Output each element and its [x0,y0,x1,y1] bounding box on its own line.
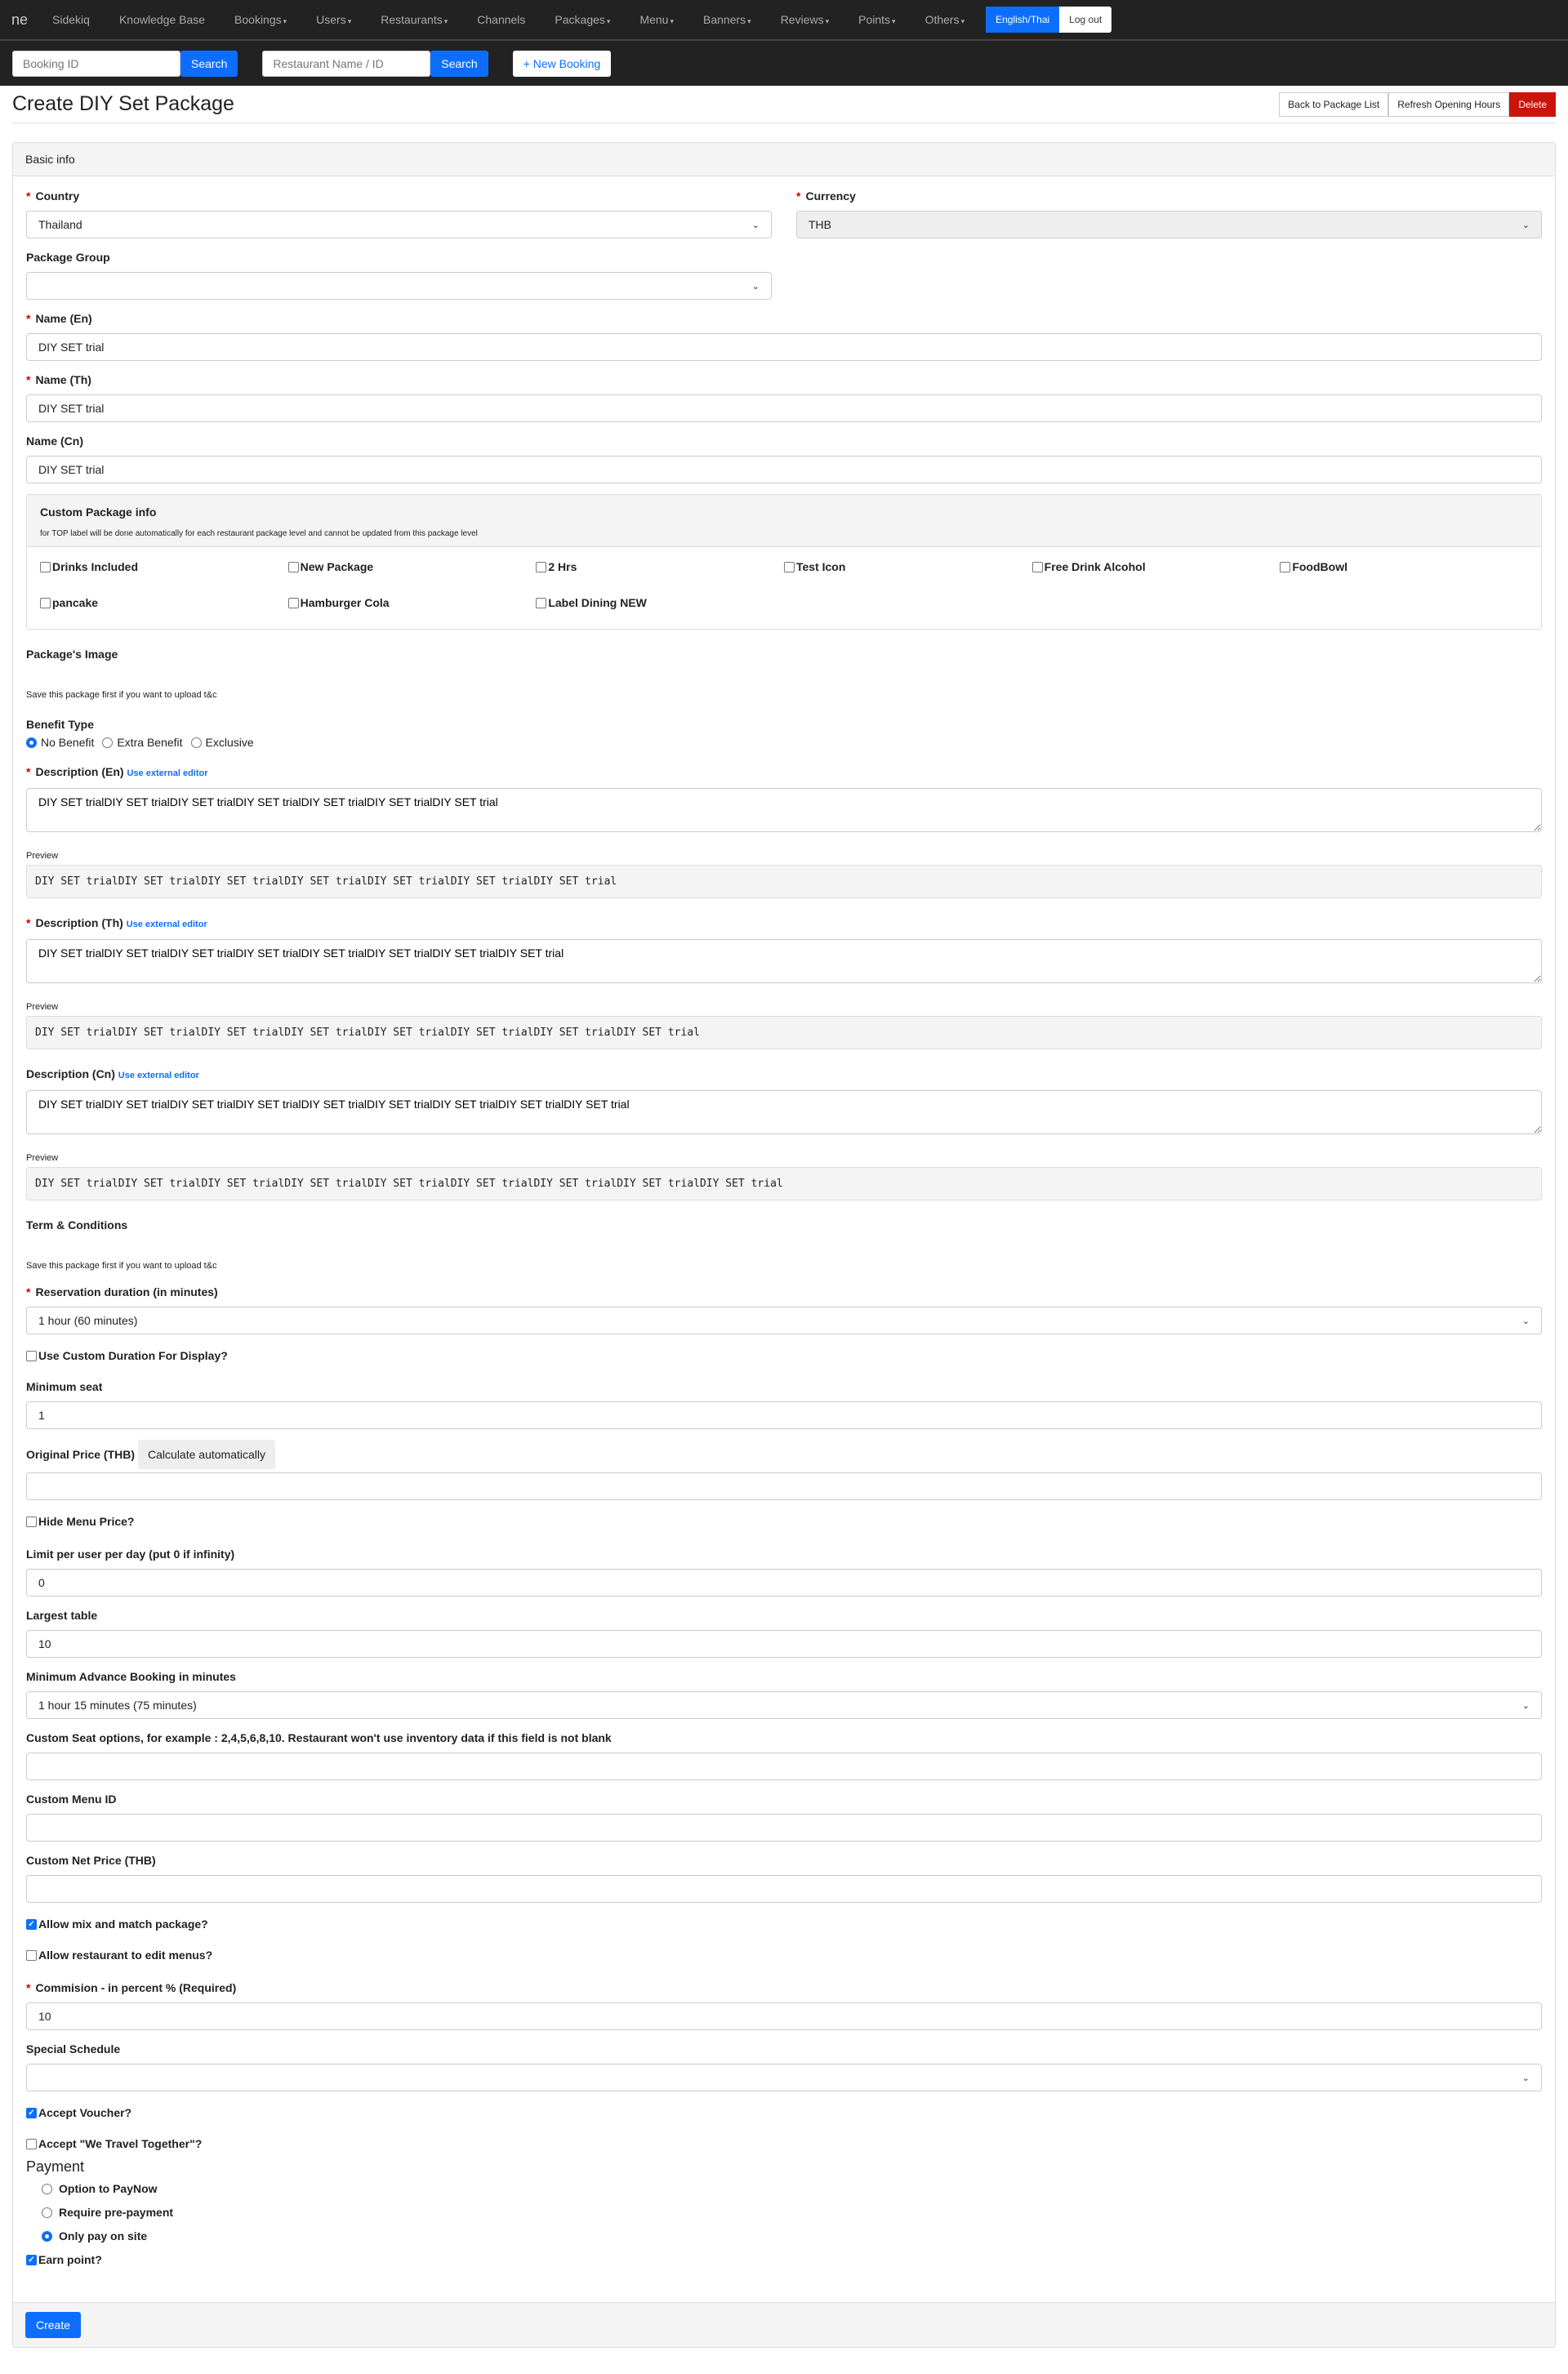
package-group-label: Package Group [26,251,110,264]
desc_en-preview: DIY SET trialDIY SET trialDIY SET trialDIY SET trialDIY SET trialDIY SET trialDIY SET trial [26,865,1542,898]
custom-seat-input[interactable] [26,1753,1542,1780]
custom-duration-checkbox[interactable]: Use Custom Duration For Display? [26,1349,1542,1362]
name-en-label: * Name (En) [26,312,92,325]
checkbox-icon [26,2139,37,2149]
special-schedule-label: Special Schedule [26,2042,121,2056]
custom-net-input[interactable] [26,1875,1542,1903]
card-title: Basic info [13,143,1555,176]
payment-title: Payment [26,2158,85,2175]
nav-item-banners[interactable]: Banners ▾ [703,13,751,26]
booking-id-input[interactable] [12,51,180,77]
chevron-down-icon: ⌄ [1521,1700,1530,1711]
min-advance-label: Minimum Advance Booking in minutes [26,1670,236,1683]
currency-label: * Currency [796,189,856,203]
original-price-label: Original Price (THB) Calculate automatically [26,1440,1542,1469]
caret-down-icon: ▾ [960,17,965,25]
special-schedule-select[interactable] [26,2064,1542,2091]
original-price-input[interactable] [26,1472,1542,1500]
name-cn-label: Name (Cn) [26,434,84,448]
reservation-label: * Reservation duration (in minutes) [26,1285,218,1298]
earn-point-checkbox[interactable]: ✓ Earn point? [26,2253,1542,2266]
caret-down-icon: ▾ [283,17,287,25]
external-editor-link[interactable]: Use external editor [126,920,207,929]
custom-option-checkbox[interactable]: FoodBowl [1280,560,1528,573]
nav-item-restaurants[interactable]: Restaurants ▾ [381,13,448,26]
desc_th-label: * Description (Th) Use external editor [26,916,207,929]
caret-down-icon: ▾ [443,17,448,25]
custom-option-checkbox[interactable]: pancake [40,596,288,609]
preview-label: Preview [26,1002,59,1012]
custom-menu-input[interactable] [26,1814,1542,1842]
new-booking-button[interactable]: + New Booking [513,51,612,77]
top-navbar [0,0,1568,41]
booking-search-button[interactable]: Search [180,51,238,77]
custom-seat-label: Custom Seat options, for example : 2,4,5,6,8,10. Restaurant won't use inventory data if this field is not blank [26,1731,612,1744]
hide-menu-price-checkbox[interactable]: Hide Menu Price? [26,1515,1542,1528]
mix-match-checkbox[interactable]: ✓ Allow mix and match package? [26,1917,1542,1931]
checkbox-icon [26,1517,37,1527]
commission-label: * Commision - in percent % (Required) [26,1981,237,1994]
caret-down-icon: ▾ [892,17,896,25]
radio-icon [42,2231,52,2242]
caret-down-icon: ▾ [670,17,674,25]
nav-item-points[interactable]: Points ▾ [858,13,896,26]
restaurant-search-input[interactable] [262,51,430,77]
country-select[interactable]: Thailand ⌄ [26,211,772,238]
checkbox-icon [536,562,546,572]
payment-option-radio[interactable]: Only pay on site [42,2229,1542,2243]
nav-item-packages[interactable]: Packages ▾ [555,13,611,26]
language-toggle-button[interactable]: English/Thai [986,7,1059,33]
preview-label: Preview [26,851,59,861]
page-title: Create DIY Set Package [12,92,234,115]
page-header [12,86,1556,124]
create-button[interactable]: Create [25,2312,81,2338]
largest-table-label: Largest table [26,1609,98,1622]
package-group-select[interactable] [26,272,772,300]
benefit-type-label: Benefit Type [26,718,94,731]
radio-icon [191,737,202,748]
min-seat-input[interactable]: 1 [26,1401,1542,1429]
custom-option-checkbox[interactable]: Free Drink Alcohol [1032,560,1281,573]
reservation-duration-select[interactable]: 1 hour (60 minutes) ⌄ [26,1307,1542,1334]
custom-option-checkbox[interactable]: Label Dining NEW [536,596,784,609]
brand[interactable]: ne [11,11,29,28]
checkbox-icon [40,598,51,608]
checkbox-icon [288,598,299,608]
custom-option-checkbox[interactable]: Drinks Included [40,560,288,573]
country-label: * Country [26,189,80,203]
caret-down-icon: ▾ [606,17,611,25]
chevron-down-icon: ⌄ [751,281,760,292]
custom-package-title: Custom Package info [40,506,157,519]
custom-option-checkbox[interactable]: Test Icon [784,560,1032,573]
package-image-label: Package's Image [26,648,118,661]
desc_cn-label: Description (Cn) Use external editor [26,1067,199,1080]
benefit-radio[interactable]: Exclusive [191,736,254,749]
desc_th-preview: DIY SET trialDIY SET trialDIY SET trialDIY SET trialDIY SET trialDIY SET trialDIY SET trialDIY SET trial [26,1016,1542,1049]
desc_cn-textarea[interactable] [26,1090,1542,1134]
chevron-down-icon: ⌄ [1521,220,1530,230]
name-cn-input[interactable]: DIY SET trial [26,456,1542,483]
custom-menu-label: Custom Menu ID [26,1793,117,1806]
nav-item-knowledge-base[interactable]: Knowledge Base [118,13,206,26]
custom-package-note: for TOP label will be done automatically for each restaurant package level and cannot be updated from this package level [40,529,478,538]
custom-net-label: Custom Net Price (THB) [26,1854,156,1867]
benefit-radio[interactable]: Extra Benefit [102,736,182,749]
calculate-automatically-button[interactable]: Calculate automatically [138,1440,275,1469]
external-editor-link[interactable]: Use external editor [118,1071,199,1080]
checkbox-icon [1032,562,1043,572]
image-note: Save this package first if you want to upload t&c [26,690,217,700]
name-th-input[interactable]: DIY SET trial [26,394,1542,422]
accept-voucher-checkbox[interactable]: ✓ Accept Voucher? [26,2106,1542,2119]
back-to-package-list-button[interactable]: Back to Package List [1279,92,1388,117]
benefit-radio[interactable]: No Benefit [26,736,94,749]
custom-option-checkbox[interactable]: Hamburger Cola [288,596,537,609]
nav-item-users[interactable]: Users ▾ [316,13,352,26]
nav-item-sidekiq[interactable]: Sidekiq [52,13,90,26]
caret-down-icon: ▾ [747,17,751,25]
radio-icon [26,737,37,748]
restaurant-search-button[interactable]: Search [430,51,488,77]
preview-label: Preview [26,1153,59,1163]
desc_en-label: * Description (En) Use external editor [26,765,208,778]
desc_cn-preview: DIY SET trialDIY SET trialDIY SET trialDIY SET trialDIY SET trialDIY SET trialDIY SET trialDIY SET trialDIY SET trial [26,1167,1542,1200]
refresh-opening-hours-button[interactable]: Refresh Opening Hours [1388,92,1509,117]
caret-down-icon: ▾ [347,17,352,25]
chevron-down-icon: ⌄ [1521,1316,1530,1326]
checkbox-icon [26,1950,37,1961]
radio-icon [42,2184,52,2194]
limit-label: Limit per user per day (put 0 if infinity) [26,1548,235,1561]
delete-button[interactable]: Delete [1509,92,1556,117]
checkbox-icon [288,562,299,572]
checkbox-checked-icon: ✓ [26,2255,37,2265]
tc-label: Term & Conditions [26,1218,128,1232]
checkbox-icon [1280,562,1290,572]
external-editor-link[interactable]: Use external editor [127,768,208,778]
currency-select[interactable]: THB ⌄ [796,211,1542,238]
radio-icon [102,737,113,748]
min-seat-label: Minimum seat [26,1380,103,1393]
checkbox-checked-icon: ✓ [26,1919,37,1930]
name-en-input[interactable]: DIY SET trial [26,333,1542,361]
commission-input[interactable]: 10 [26,2002,1542,2030]
wtt-checkbox[interactable]: Accept "We Travel Together"? [26,2137,1542,2150]
custom-package-info [26,494,1542,630]
nav-item-others[interactable]: Others ▾ [924,13,965,26]
search-bar [0,41,1568,86]
payment-option-radio[interactable]: Require pre-payment [42,2206,1542,2219]
limit-input[interactable]: 0 [26,1569,1542,1597]
radio-icon [42,2207,52,2218]
checkbox-checked-icon: ✓ [26,2108,37,2118]
nav-item-reviews[interactable]: Reviews ▾ [780,13,830,26]
desc_th-textarea[interactable] [26,939,1542,983]
desc_en-textarea[interactable] [26,788,1542,832]
custom-option-checkbox[interactable]: New Package [288,560,537,573]
checkbox-icon [784,562,795,572]
nav-item-channels[interactable]: Channels [477,13,526,26]
custom-option-checkbox[interactable]: 2 Hrs [536,560,784,573]
checkbox-icon [40,562,51,572]
largest-table-input[interactable]: 10 [26,1630,1542,1658]
payment-option-radio[interactable]: Option to PayNow [42,2182,1542,2195]
checkbox-icon [536,598,546,608]
logout-button[interactable]: Log out [1059,7,1111,33]
caret-down-icon: ▾ [825,17,830,25]
edit-menus-checkbox[interactable]: Allow restaurant to edit menus? [26,1949,1542,1962]
name-th-label: * Name (Th) [26,373,91,386]
basic-info-card [12,142,1556,2348]
checkbox-icon [26,1351,37,1361]
chevron-down-icon: ⌄ [751,220,760,230]
nav-item-menu[interactable]: Menu ▾ [639,13,674,26]
min-advance-select[interactable]: 1 hour 15 minutes (75 minutes) ⌄ [26,1691,1542,1719]
nav-item-bookings[interactable]: Bookings ▾ [234,13,287,26]
tc-note: Save this package first if you want to upload t&c [26,1261,217,1271]
chevron-down-icon: ⌄ [1521,2073,1530,2083]
